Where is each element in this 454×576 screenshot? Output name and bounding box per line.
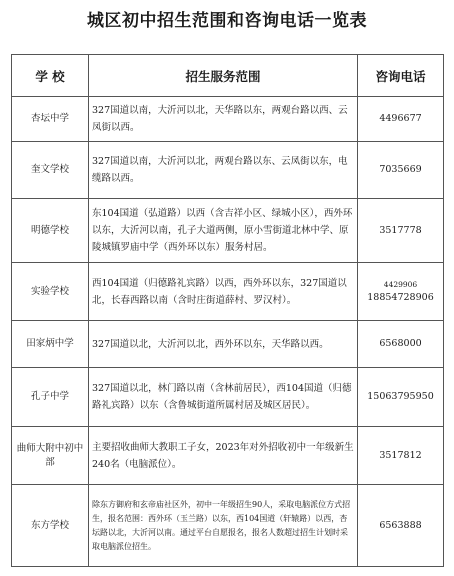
table-row [12, 427, 444, 485]
phone-number: 15063795950 [358, 368, 444, 427]
service-area: 327国道以北，林门路以南（含林前居民），西104国道（归德路礼宾路）以东（含鲁城街道所属村居及城区居民）。 [89, 368, 358, 427]
header-school: 学 校 [12, 55, 89, 97]
admission-table [11, 54, 444, 567]
school-name: 孔子中学 [12, 368, 89, 427]
table-row [12, 142, 444, 199]
table-row [12, 263, 444, 321]
service-area: 除东方御府和玄帝庙社区外，初中一年级招生90人，采取电脑派位方式招生，报名范围：西外环（玉兰路）以东，西104国道（轩辕路）以西，杏坛路以北，大沂河以南。通过平台自愿报名，报名人数超过招生计划时采取电脑派位招生。 [89, 485, 358, 567]
school-name: 杏坛中学 [12, 97, 89, 142]
table-row [12, 97, 444, 142]
service-area: 主要招收曲师大教职工子女，2023年对外招收初中一年级新生240名（电脑派位）。 [89, 427, 358, 485]
school-name: 实验学校 [12, 263, 89, 321]
school-name: 奎文学校 [12, 142, 89, 199]
header-area: 招生服务范围 [89, 55, 358, 97]
service-area: 327国道以南，大沂河以北，两观台路以东、云凤街以东，电缆路以西。 [89, 142, 358, 199]
school-name: 明德学校 [12, 199, 89, 263]
phone-number: 4496677 [358, 97, 444, 142]
service-area: 东104国道（弘道路）以西（含吉祥小区、绿城小区），西外环以东，大沂河以南，孔子大道两侧，原小雪街道北林中学、原陵城镇罗庙中学（西外环以东）服务村居。 [89, 199, 358, 263]
phone-number: 3517812 [358, 427, 444, 485]
phone-number: 6563888 [358, 485, 444, 567]
service-area: 327国道以北，大沂河以北，西外环以东，天华路以西。 [89, 321, 358, 368]
school-name: 东方学校 [12, 485, 89, 567]
phone-number: 6568000 [358, 321, 444, 368]
page-title: 城区初中招生范围和咨询电话一览表 [87, 11, 367, 31]
table-row [12, 199, 444, 263]
table-row [12, 321, 444, 368]
school-name: 曲师大附中初中部 [12, 427, 89, 485]
school-name: 田家炳中学 [12, 321, 89, 368]
service-area: 西104国道（归德路礼宾路）以西，西外环以东，327国道以北，长春西路以南（含时庄街道薛村、罗汉村）。 [89, 263, 358, 321]
phone-number: 7035669 [358, 142, 444, 199]
table-row [12, 368, 444, 427]
table-header-row [12, 55, 444, 97]
phone-number: 4429906 18854728906 [358, 263, 444, 321]
header-phone: 咨询电话 [358, 55, 444, 97]
phone-number: 3517778 [358, 199, 444, 263]
table-row [12, 485, 444, 567]
service-area: 327国道以南，大沂河以北，天华路以东，两观台路以西、云凤街以西。 [89, 97, 358, 142]
